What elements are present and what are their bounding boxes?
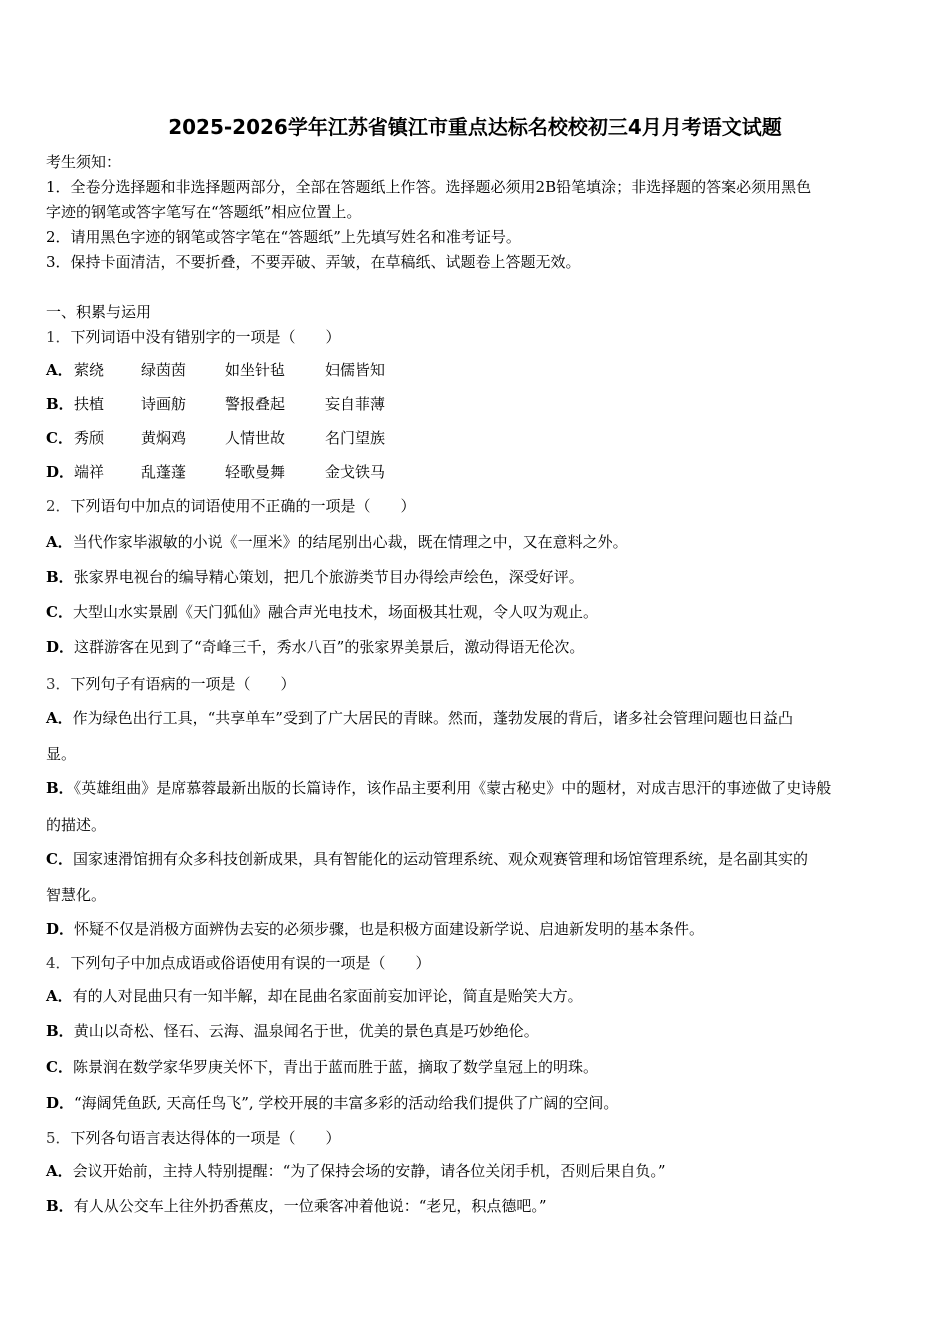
section-heading: 一、积累与运用 — [46, 303, 152, 321]
q2-option-b: B．张家界电视台的编导精心策划，把几个旅游类节目办得绘声绘色，深受好评。 — [46, 568, 584, 586]
q3-option-d: D．怀疑不仅是消极方面辨伪去妄的必须步骤，也是积极方面建设新学说、启迪新发明的基本条件。 — [46, 920, 705, 938]
q4-option-c: C．陈景润在数学家华罗庚关怀下，青出于蓝而胜于蓝，摘取了数学皇冠上的明珠。 — [46, 1058, 598, 1076]
exam-page: 2025-2026学年江苏省镇江市重点达标名校校初三4月月考语文试题 考生须知： 1．全卷分选择题和非选择题两部分，全部在答题纸上作答。选择题必须用2B铅笔填涂；非选择题的答案必须用黑色 字迹的钢笔或答字笔写在“答题纸”相应位置上。 2．请用黑色字迹的钢笔或答字笔在“答题纸”上先填写姓名和准考证号。 3．保持卡面清洁，不要折叠，不要弄破、弄皱，在草稿纸、试题卷上答题无效。 一、积累与运用 1．下列词语中没有错别字的一项是（ ） A． 萦绕 绿茵茵 如坐针毡 妇儒皆知 B． 扶植 诗画舫 警报叠起 妄自菲薄 C． 秀颀 黄焖鸡 人情世故 名门望族 D． 端祥 乱蓬蓬 轻歌曼舞 金戈铁马 2．下列语句中加点的词语使用不正确的一项是（ ） A．当代作家毕淑敏的小说《一厘米》的结尾别出心裁，既在情理之中，又在意料之外。 B．张家界电视台的编导精心策划，把几个旅游类节目办得绘声绘色，深受好评。 C．大型山水实景剧《天门狐仙》融合声光电技术，场面极其壮观，令人叹为观止。 D．这群游客在见到了“奇峰三千，秀水八百”的张家界美景后，激动得语无伦次。 3．下列句子有语病的一项是（ ） A．作为绿色出行工具，“共享单车”受到了广大居民的青睐。然而，蓬勃发展的背后，诸多社会管理问题也日益凸 显。 B．《英雄组曲》是席慕蓉最新出版的长篇诗作，该作品主要利用《蒙古秘史》中的题材，对成吉思汗的事迹做了史诗般 的描述。 C．国家速滑馆拥有众多科技创新成果，具有智能化的运动管理系统、观众观赛管理和场馆管理系统，是名副其实的 智慧化。 D．怀疑不仅是消极方面辨伪去妄的必须步骤，也是积极方面建设新学说、启迪新发明的基本条件。 4．下列句子中加点成语或俗语使用有误的一项是（ ） A．有的人对昆曲只有一知半解，却在昆曲名家面前妄加评论，简直是贻笑大方。 B．黄山以奇松、怪石、云海、温泉闻名于世，优美的景色真是巧妙绝伦。 C．陈景润在数学家华罗庚关怀下，青出于蓝而胜于蓝，摘取了数学皇冠上的明珠。 D．“海阔凭鱼跃, 天高任鸟飞”, 学校开展的丰富多彩的活动给我们提供了广阔的空间。 5．下列各句语言表达得体的一项是（ ） A．会议开始前，主持人特别提醒：“为了保持会场的安静，请各位关闭手机，否则后果自负。” B．有人从公交车上往外扔香蕉皮，一位乘客冲着他说：“老兄，积点德吧。” — [0, 0, 950, 1344]
q4-option-a: A．有的人对昆曲只有一知半解，却在昆曲名家面前妄加评论，简直是贻笑大方。 — [46, 987, 583, 1005]
q3-option-b: B．《英雄组曲》是席慕蓉最新出版的长篇诗作，该作品主要利用《蒙古秘史》中的题材，对成吉思汗的事迹做了史诗般 — [46, 779, 832, 797]
question-number: 5． — [46, 1129, 71, 1147]
notice-item-1-cont: 字迹的钢笔或答字笔写在“答题纸”相应位置上。 — [46, 203, 362, 221]
notice-item-1: 1．全卷分选择题和非选择题两部分，全部在答题纸上作答。选择题必须用2B铅笔填涂；非选择题的答案必须用黑色 — [46, 178, 812, 196]
question-number: 3． — [46, 675, 71, 693]
q3-option-a-cont: 显。 — [46, 745, 77, 763]
question-number: 2． — [46, 497, 71, 515]
question-3-stem: 3．下列句子有语病的一项是（ ） — [46, 675, 296, 693]
q3-option-c-cont: 智慧化。 — [46, 886, 107, 904]
q2-option-a: A．当代作家毕淑敏的小说《一厘米》的结尾别出心裁，既在情理之中，又在意料之外。 — [46, 533, 628, 551]
q4-option-d: D．“海阔凭鱼跃, 天高任鸟飞”, 学校开展的丰富多彩的活动给我们提供了广阔的空间。 — [46, 1094, 619, 1112]
q3-option-c: C．国家速滑馆拥有众多科技创新成果，具有智能化的运动管理系统、观众观赛管理和场馆管理系统，是名副其实的 — [46, 850, 808, 868]
notice-item-3: 3．保持卡面清洁，不要折叠，不要弄破、弄皱，在草稿纸、试题卷上答题无效。 — [46, 253, 581, 271]
q5-option-b: B．有人从公交车上往外扔香蕉皮，一位乘客冲着他说：“老兄，积点德吧。” — [46, 1197, 547, 1215]
page-title: 2025-2026学年江苏省镇江市重点达标名校校初三4月月考语文试题 — [168, 115, 782, 139]
question-4-stem: 4．下列句子中加点成语或俗语使用有误的一项是（ ） — [46, 954, 431, 972]
question-number: 1． — [46, 328, 71, 346]
question-5-stem: 5．下列各句语言表达得体的一项是（ ） — [46, 1129, 341, 1147]
q5-option-a: A．会议开始前，主持人特别提醒：“为了保持会场的安静，请各位关闭手机，否则后果自负。” — [46, 1162, 666, 1180]
q2-option-d: D．这群游客在见到了“奇峰三千，秀水八百”的张家界美景后，激动得语无伦次。 — [46, 638, 585, 656]
q2-option-c: C．大型山水实景剧《天门狐仙》融合声光电技术，场面极其壮观，令人叹为观止。 — [46, 603, 598, 621]
q3-option-b-cont: 的描述。 — [46, 816, 107, 834]
question-2-stem: 2．下列语句中加点的词语使用不正确的一项是（ ） — [46, 497, 416, 515]
notice-item-2: 2．请用黑色字迹的钢笔或答字笔在“答题纸”上先填写姓名和准考证号。 — [46, 228, 521, 246]
notice-heading: 考生须知： — [46, 153, 122, 171]
q3-option-a: A．作为绿色出行工具，“共享单车”受到了广大居民的青睐。然而，蓬勃发展的背后，诸多社会管理问题也日益凸 — [46, 709, 793, 727]
q4-option-b: B．黄山以奇松、怪石、云海、温泉闻名于世，优美的景色真是巧妙绝伦。 — [46, 1022, 539, 1040]
question-number: 4． — [46, 954, 71, 972]
question-1-stem: 1．下列词语中没有错别字的一项是（ ） — [46, 328, 341, 346]
